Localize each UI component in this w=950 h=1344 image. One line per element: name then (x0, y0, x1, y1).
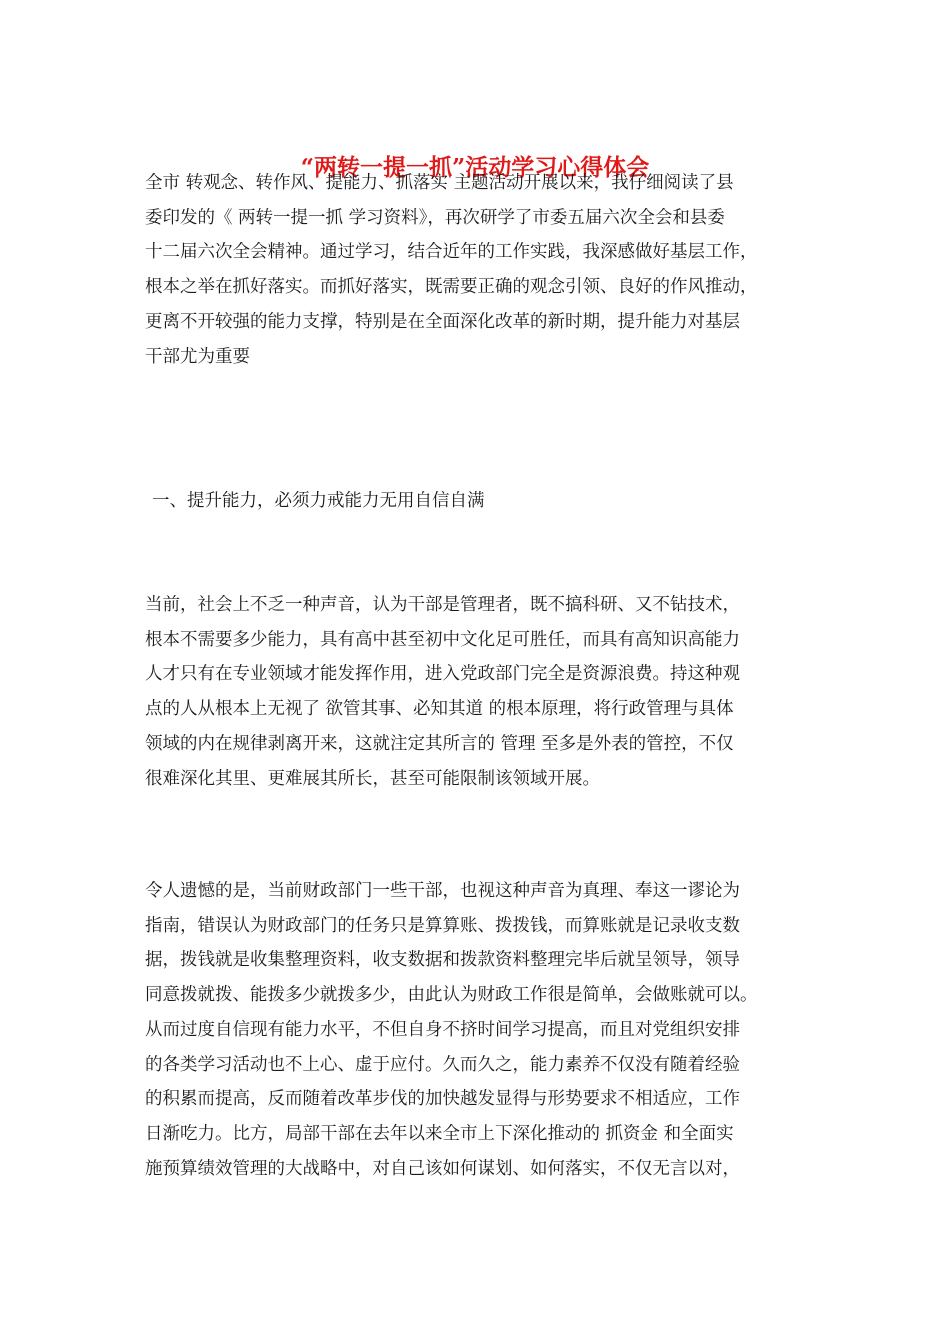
paragraph-line: 日渐吃力。比方，局部干部在去年以来全市上下深化推动的 抓资金 和全面实 (145, 1123, 734, 1144)
paragraph-line: 的积累而提高，反而随着改革步伐的加快越发显得与形势要求不相适应，工作 (145, 1089, 740, 1110)
paragraph-line: 人才只有在专业领域才能发挥作用，进入党政部门完全是资源浪费。持这种观 (145, 664, 740, 685)
intro-paragraph (145, 166, 810, 374)
paragraph-line: 令人遗憾的是，当前财政部门一些干部，也视这种声音为真理、奉这一谬论为 (145, 881, 740, 901)
paragraph-line: 很难深化其里、更难展其所长，甚至可能限制该领域开展。 (145, 768, 600, 789)
intro-line: 根本之举在抓好落实。而抓好落实，既需要正确的观念引领、良好的作风推动， (145, 277, 758, 298)
intro-line: 干部尤为重要 (145, 346, 250, 367)
paragraph-line: 据，拨钱就是收集整理资料，收支数据和拨款资料整理完毕后就呈领导，领导 (145, 950, 740, 971)
paragraph-line: 根本不需要多少能力，具有高中甚至初中文化足可胜任，而具有高知识高能力 (145, 629, 740, 650)
paragraph-line: 从而过度自信现有能力水平，不但自身不挤时间学习提高，而且对党组织安排 (145, 1019, 740, 1040)
section1-paragraph-1 (145, 588, 810, 796)
document-title: “两转一提一抓”活动学习心得体会 (300, 154, 650, 181)
paragraph-line: 当前，社会上不乏一种声音，认为干部是管理者，既不搞科研、又不钻技术， (145, 595, 740, 615)
intro-line: 全市 转观念、转作风、提能力、抓落实 主题活动开展以来，我仔细阅读了县 (145, 173, 734, 193)
intro-line: 委印发的《 两转一提一抓 学习资料》，再次研学了市委五届六次全会和县委 (145, 207, 725, 228)
paragraph-line: 领域的内在规律剥离开来，这就注定其所言的 管理 至多是外表的管控，不仅 (145, 733, 734, 754)
section-heading: 一、提升能力，必须力戒能力无用自信自满 (152, 491, 485, 511)
paragraph-line: 的各类学习活动也不上心、虚于应付。久而久之，能力素养不仅没有随着经验 (145, 1054, 740, 1075)
intro-line: 十二届六次全会精神。通过学习，结合近年的工作实践，我深感做好基层工作， (145, 242, 758, 263)
section1-paragraph-2 (145, 874, 810, 1186)
paragraph-line: 点的人从根本上无视了 欲管其事、必知其道 的根本原理，将行政管理与具体 (145, 699, 734, 720)
paragraph-line: 指南，错误认为财政部门的任务只是算算账、拨拨钱，而算账就是记录收支数 (145, 915, 740, 936)
paragraph-line: 施预算绩效管理的大战略中，对自己该如何谋划、如何落实，不仅无言以对， (145, 1158, 740, 1179)
paragraph-line: 同意拨就拨、能拨多少就拨多少，由此认为财政工作很是简单，会做账就可以。 (145, 985, 758, 1006)
intro-line: 更离不开较强的能力支撑，特别是在全面深化改革的新时期，提升能力对基层 (145, 311, 740, 332)
